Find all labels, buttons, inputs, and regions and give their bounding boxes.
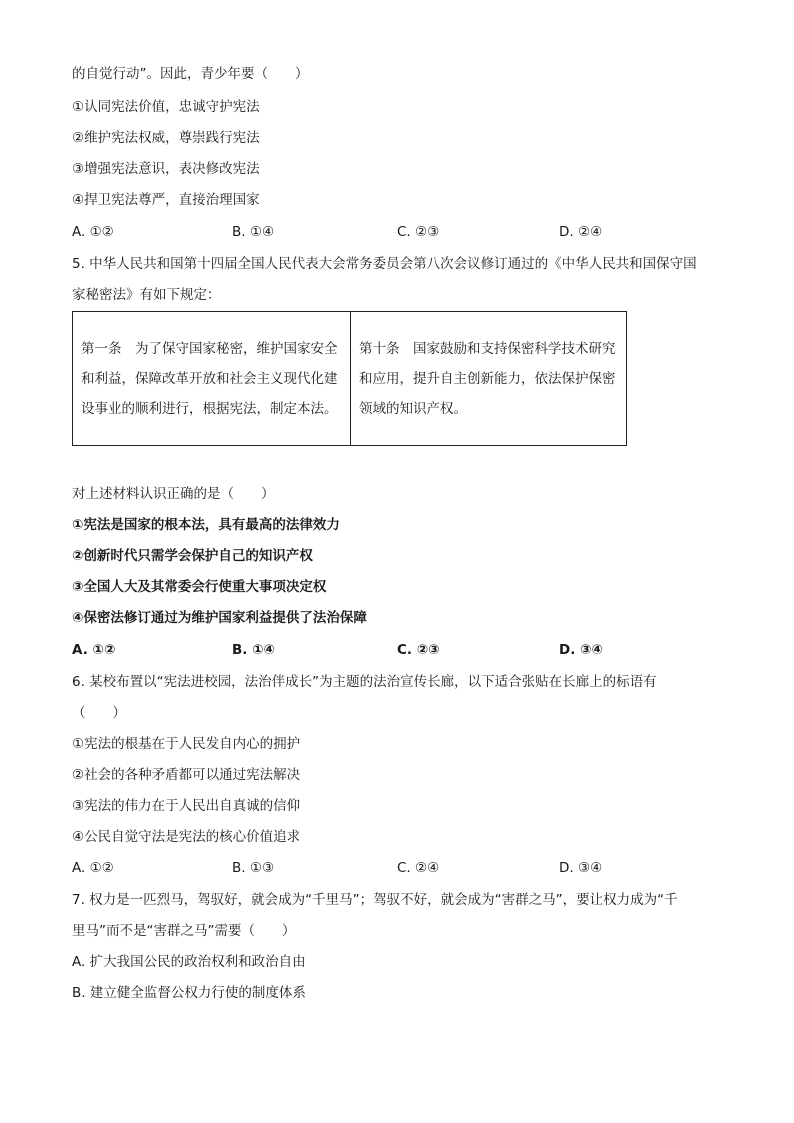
q5-statement-1: ①宪法是国家的根本法，具有最高的法律效力 — [72, 517, 340, 533]
q7-option-b: B. 建立健全监督公权力行使的制度体系 — [72, 985, 306, 1001]
q4-statement-4: ④捍卫宪法尊严，直接治理国家 — [72, 192, 260, 208]
q6-statement-1: ①宪法的根基在于人民发自内心的拥护 — [72, 736, 301, 752]
q5-statement-3: ③全国人大及其常委会行使重大事项决定权 — [72, 579, 327, 595]
q7-stem-line1: 7. 权力是一匹烈马，驾驭好，就会成为“千里马”；驾驭不好，就会成为“害群之马”，要让权力成为“千 — [72, 892, 678, 908]
q5-stem-line1: 5. 中华人民共和国第十四届全国人民代表大会常务委员会第八次会议修订通过的《中华人民共和国保守国 — [72, 256, 697, 272]
q6-stem-line2: （ ） — [72, 705, 126, 721]
q6-option-d: D. ③④ — [559, 860, 603, 876]
q6-statement-4: ④公民自觉守法是宪法的核心价值追求 — [72, 829, 301, 845]
q5-options — [72, 640, 732, 660]
q6-options — [72, 858, 732, 878]
q5-statement-2: ②创新时代只需学会保护自己的知识产权 — [72, 548, 313, 564]
q5-option-d: D. ③④ — [559, 642, 603, 658]
law-article-10: 第十条 国家鼓励和支持保密科学技术研究和应用，提升自主创新能力，依法保护保密领域的知识产权。 — [351, 312, 627, 446]
q4-option-a: A. ①② — [72, 224, 114, 240]
q6-statement-3: ③宪法的伟力在于人民出自真诚的信仰 — [72, 798, 301, 814]
q6-stem-line1: 6. 某校布置以“宪法进校园，法治伴成长”为主题的法治宣传长廊，以下适合张贴在长廊上的标语有 — [72, 674, 657, 690]
q5-question: 对上述材料认识正确的是（ ） — [72, 486, 275, 502]
q6-option-c: C. ②④ — [397, 860, 440, 876]
law-article-1: 第一条 为了保守国家秘密，维护国家安全和利益，保障改革开放和社会主义现代化建设事业的顺利进行，根据宪法，制定本法。 — [73, 312, 351, 446]
q5-option-c: C. ②③ — [397, 642, 440, 658]
q4-option-b: B. ①④ — [232, 224, 275, 240]
q4-option-d: D. ②④ — [559, 224, 603, 240]
q4-statement-1: ①认同宪法价值，忠诚守护宪法 — [72, 99, 260, 115]
q5-option-a: A. ①② — [72, 642, 116, 658]
q5-option-b: B. ①④ — [232, 642, 275, 658]
q4-options — [72, 222, 732, 242]
q4-stem-end: 的自觉行动”。因此，青少年要（ ） — [72, 66, 309, 82]
q7-option-a: A. 扩大我国公民的政治权利和政治自由 — [72, 954, 306, 970]
q4-option-c: C. ②③ — [397, 224, 440, 240]
q5-statement-4: ④保密法修订通过为维护国家利益提供了法治保障 — [72, 610, 367, 626]
q6-option-b: B. ①③ — [232, 860, 275, 876]
q7-stem-line2: 里马”而不是“害群之马”需要（ ） — [72, 923, 296, 939]
q6-option-a: A. ①② — [72, 860, 114, 876]
q4-statement-2: ②维护宪法权威，尊崇践行宪法 — [72, 130, 260, 146]
q5-stem-line2: 家秘密法》有如下规定： — [72, 287, 221, 303]
law-excerpt-table — [72, 311, 627, 446]
q4-statement-3: ③增强宪法意识，表决修改宪法 — [72, 161, 260, 177]
q6-statement-2: ②社会的各种矛盾都可以通过宪法解决 — [72, 767, 301, 783]
